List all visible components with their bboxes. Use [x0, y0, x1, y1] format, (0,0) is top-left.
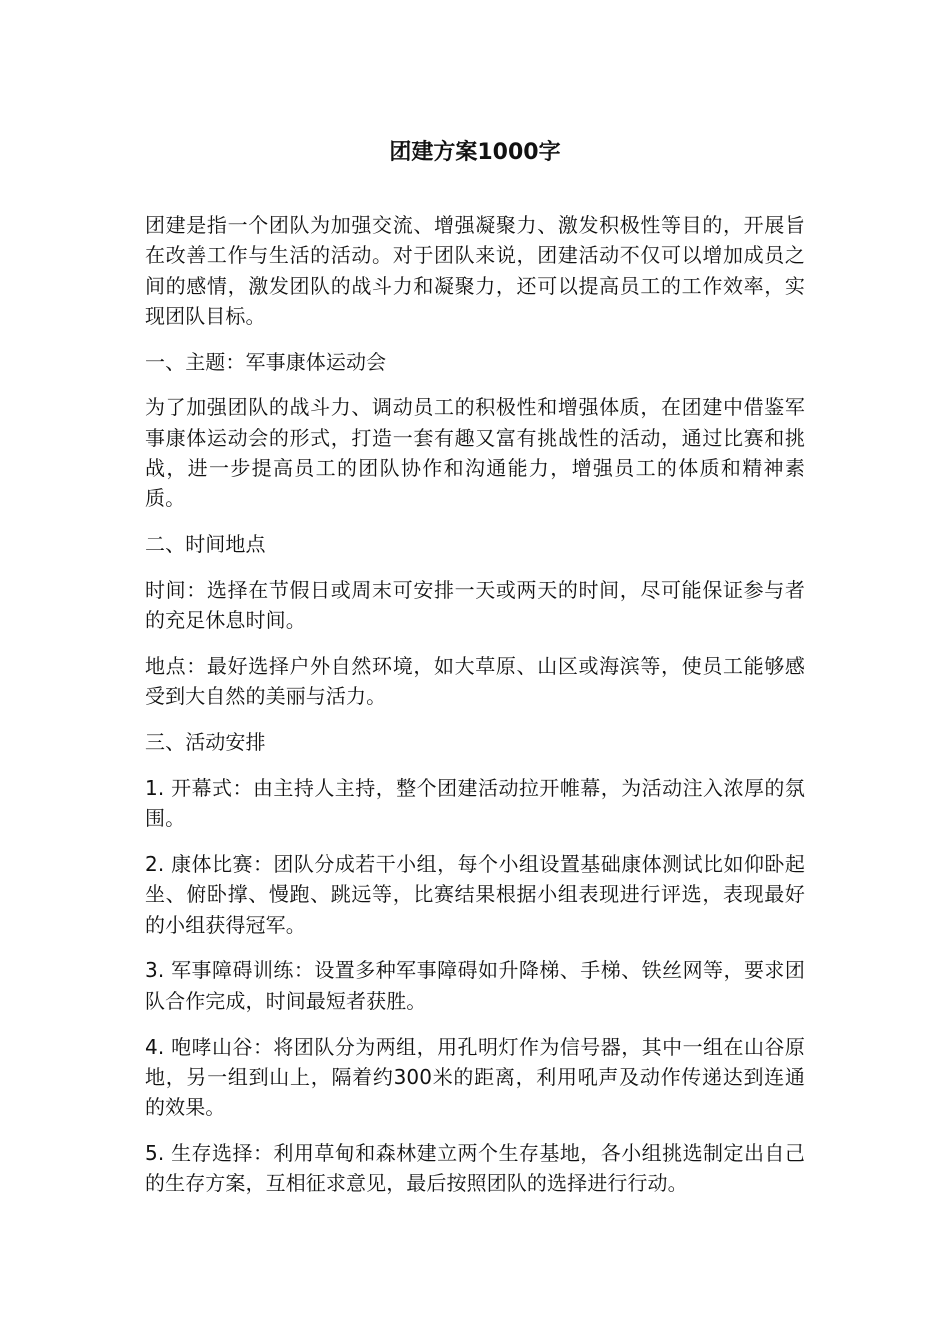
document-title: 团建方案1000字	[389, 140, 561, 165]
activity-item-obstacle: 3. 军事障碍训练：设置多种军事障碍如升降梯、手梯、铁丝网等，要求团队合作完成，时间最短者获胜。	[145, 958, 805, 1013]
place-paragraph: 地点：最好选择户外自然环境，如大草原、山区或海滨等，使员工能够感受到大自然的美丽与活力。	[145, 654, 805, 709]
section-heading-theme: 一、主题：军事康体运动会	[145, 349, 387, 374]
activity-item-opening: 1. 开幕式：由主持人主持，整个团建活动拉开帷幕，为活动注入浓厚的氛围。	[145, 775, 805, 831]
time-paragraph: 时间：选择在节假日或周末可安排一天或两天的时间，尽可能保证参与者的充足休息时间。	[145, 577, 805, 633]
activity-item-survival: 5. 生存选择：利用草甸和森林建立两个生存基地，各小组挑选制定出自己的生存方案，互相征求意见，最后按照团队的选择进行行动。	[145, 1140, 805, 1196]
activity-item-fitness: 2. 康体比赛：团队分成若干小组，每个小组设置基础康体测试比如仰卧起坐、俯卧撑、慢跑、跳远等，比赛结果根据小组表现进行评选，表现最好的小组获得冠军。	[145, 852, 805, 937]
activity-item-valley: 4. 咆哮山谷：将团队分为两组，用孔明灯作为信号器，其中一组在山谷原地，另一组到山上，隔着约300米的距离，利用吼声及动作传递达到连通的效果。	[145, 1034, 805, 1120]
theme-paragraph: 为了加强团队的战斗力、调动员工的积极性和增强体质，在团建中借鉴军事康体运动会的形式，打造一套有趣又富有挑战性的活动，通过比赛和挑战，进一步提高员工的团队协作和沟通能力，增强员工的体质和精神素质。	[145, 395, 805, 511]
document-body	[145, 210, 805, 1214]
intro-paragraph: 团建是指一个团队为加强交流、增强凝聚力、激发积极性等目的，开展旨在改善工作与生活的活动。对于团队来说，团建活动不仅可以增加成员之间的感情，激发团队的战斗力和凝聚力，还可以提高员工的工作效率，实现团队目标。	[145, 213, 805, 328]
section-heading-time-place: 二、时间地点	[145, 532, 266, 557]
section-heading-activities: 三、活动安排	[145, 730, 266, 755]
